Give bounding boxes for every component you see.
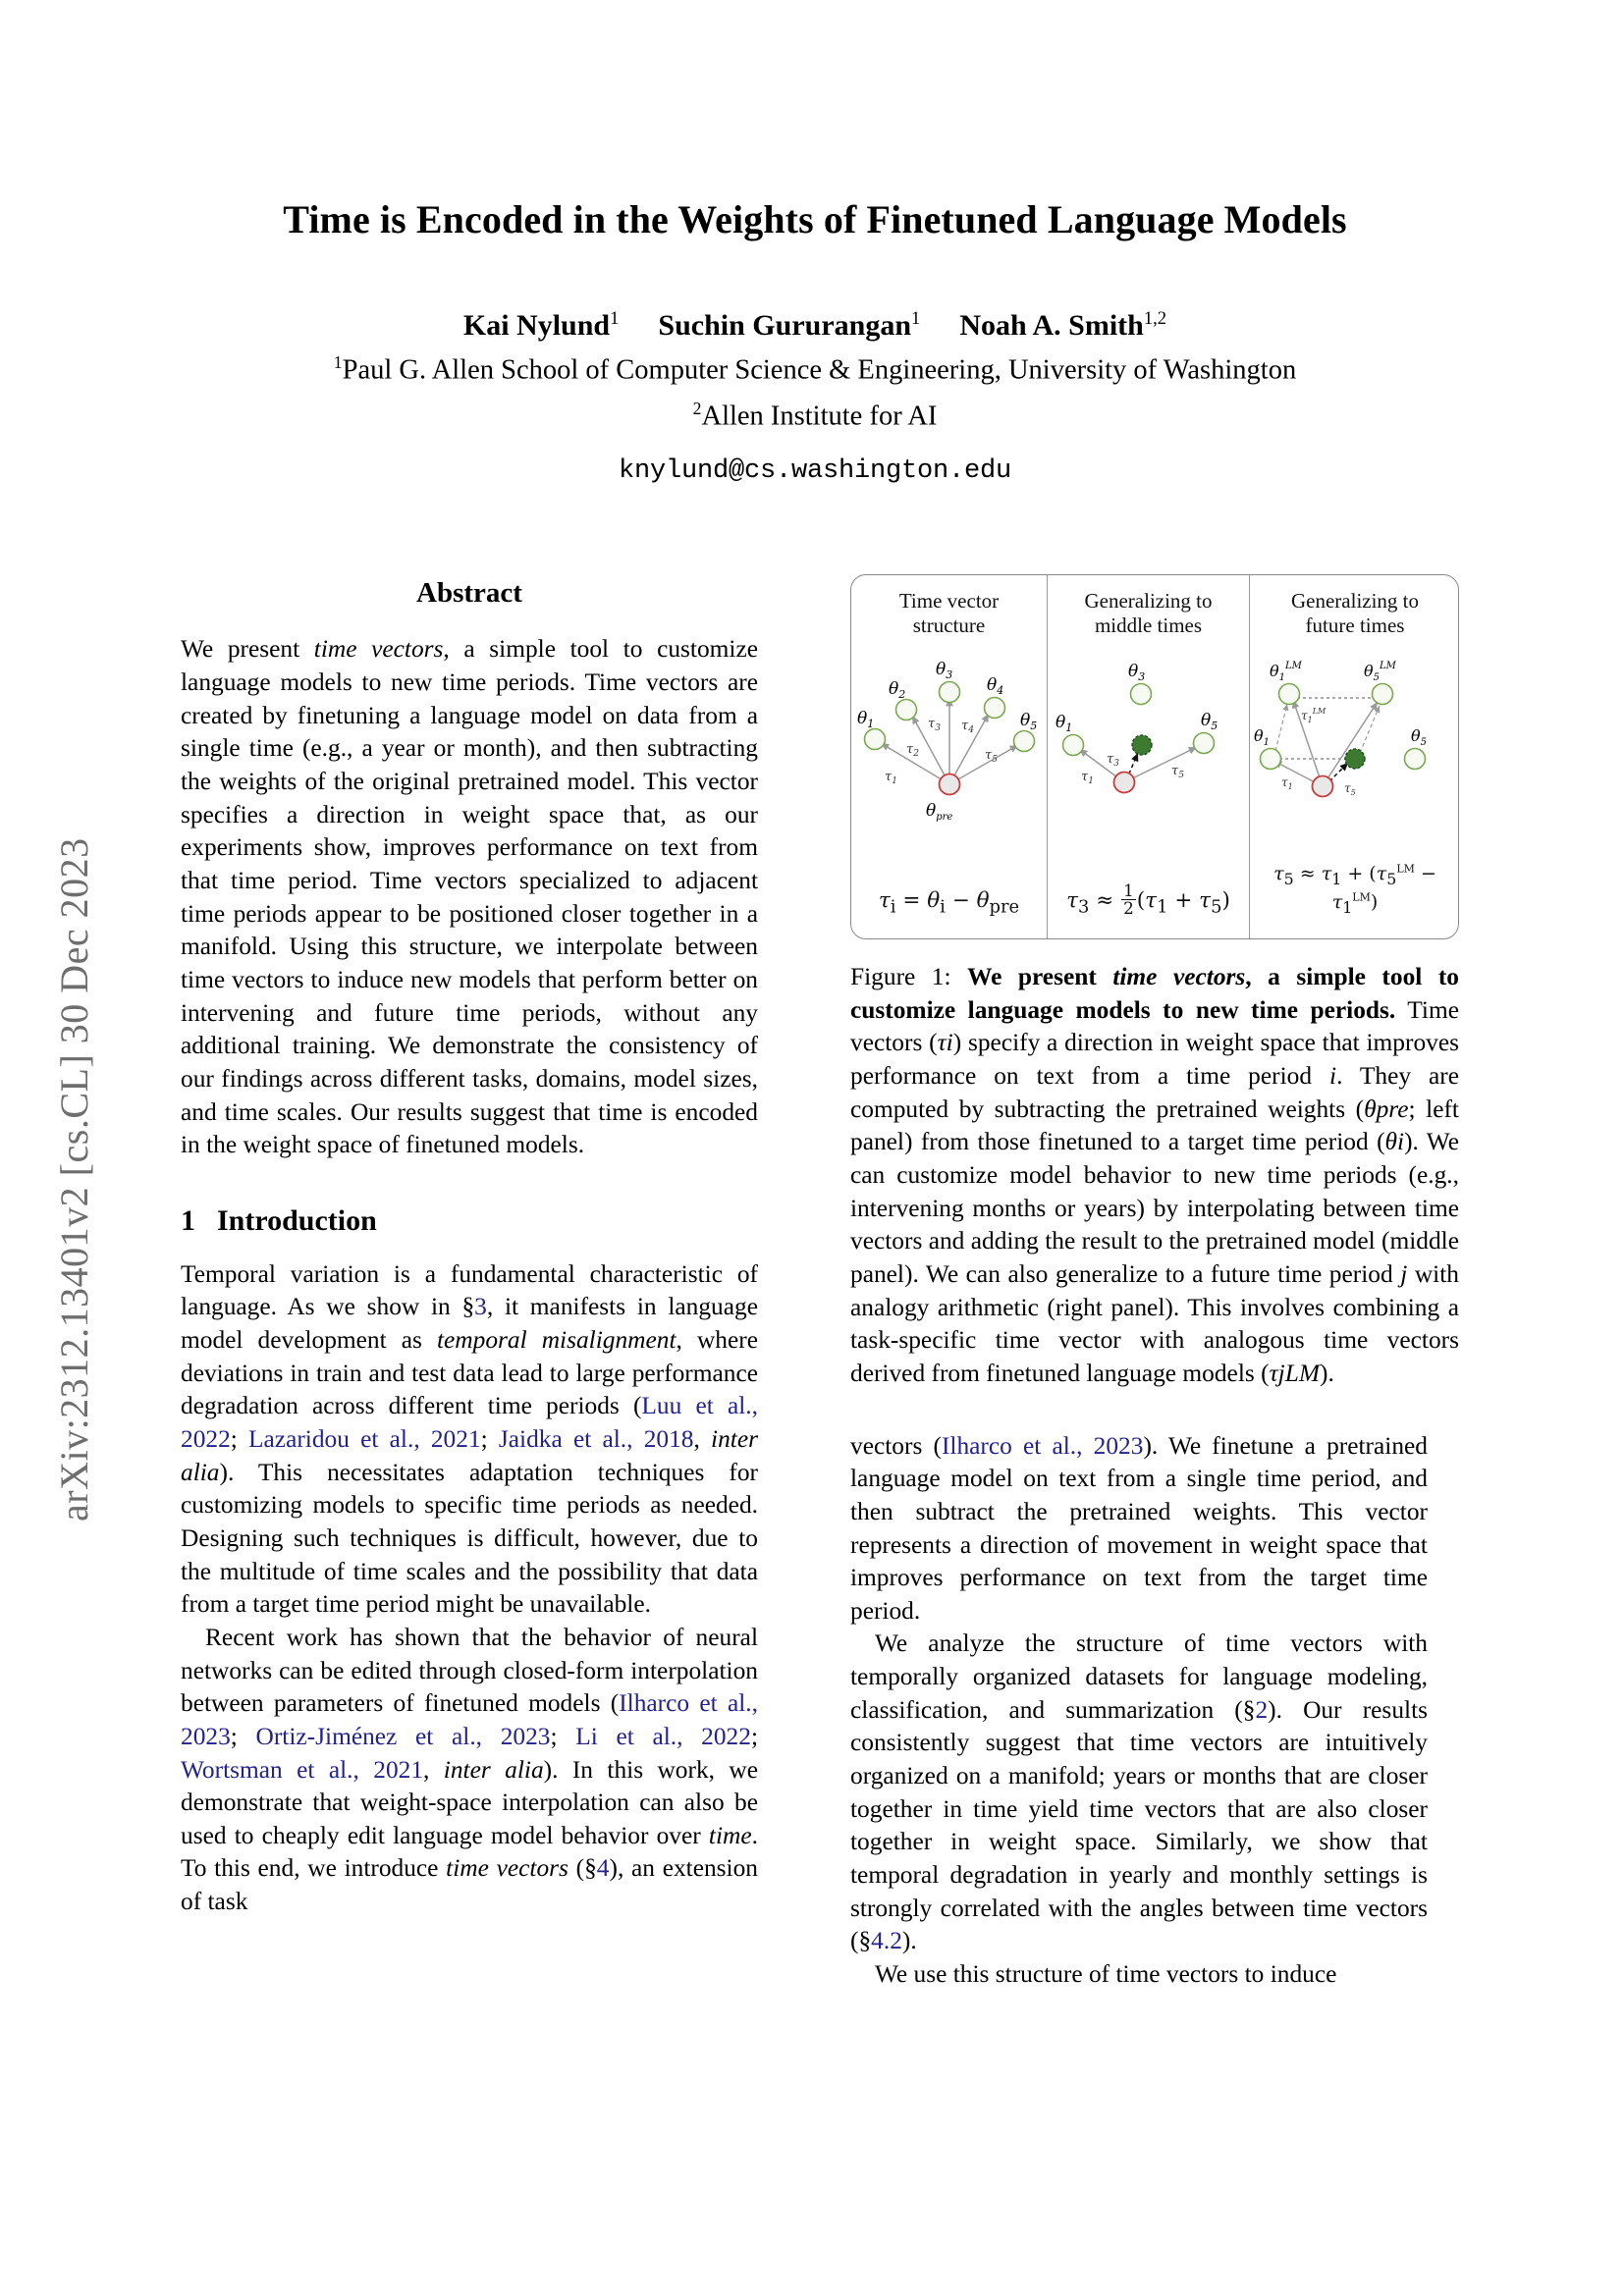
panel-left-title [851,575,1047,637]
citation-jaidka-2018[interactable]: Jaidka et al., 2018 [498,1424,694,1453]
label-theta5: $\theta_5$ [1201,711,1218,733]
label-tau5: $\tau_5$ [1344,781,1356,798]
author-2-affil-marker: 1 [911,308,921,329]
figure-caption-sym-theta-i: θi [1384,1128,1405,1156]
intro-p2-t9: ), an extension of task [181,1854,758,1916]
left-column [181,574,758,1919]
figure-caption-label: Figure 1: [850,963,968,990]
section-heading-introduction [181,1201,758,1241]
affiliation-1 [182,351,1448,389]
intro-p2-t6: ). In this work, we demonstrate that weight-space interpolation can also be used to cheaply edit language model behavior over [181,1755,759,1849]
intro-paragraph-2 [181,1622,758,1919]
label-theta2: $\theta_2$ [889,679,906,702]
author-2 [658,308,920,343]
figure-caption-r6: with analogy arithmetic (right panel). This involves combining a task-specific time vector with analogous time vectors derived from finetuned language models ( [850,1259,1459,1387]
label-tau5: $\tau_5$ [1171,764,1184,781]
label-tau4: $\tau_4$ [961,719,974,736]
right-paragraph-3 [850,1958,1428,1992]
figure-caption-r1: Time vectors ( [850,995,1459,1057]
node-theta1 [865,729,886,750]
intro-p1-t4: ; [230,1424,249,1453]
time-vector-structure-diagram [851,637,1047,831]
label-tau3: $\tau_3$ [1107,752,1119,770]
node-theta1 [1261,749,1281,770]
author-3-affil-marker: 1,2 [1143,308,1167,329]
label-tau5: $\tau_5$ [985,748,998,766]
label-tau1: $\tau_1$ [1081,770,1094,787]
abstract-text-b: , a simple tool to customize language models to new time periods. Time vectors are created by finetuning a language model on data from a single time (e.g., a year or month), and then subtracting the weights of the original pretrained model. This vector specifies a direction in weight space that, as our experiments show, improves performance on text from that time period. Time vectors specialized to adjacent time periods appear to be positioned closer together in a manifold. Using this structure, we interpolate between time vectors to induce new models that perform better on intervening and future time periods, without any additional training. We demonstrate the consistency of our findings across different tasks, domains, model sizes, and time scales. Our results suggest that time is encoded in the weight space of finetuned models. [181,635,759,1159]
figure-caption-sym-i: i [1329,1061,1337,1090]
label-theta1: $\theta_1$ [1254,726,1271,749]
citation-luu-2022[interactable]: Luu et al., 2022 [181,1392,758,1453]
abstract-paragraph [181,633,758,1162]
term-inter-alia-2: inter alia [443,1755,544,1784]
section-ref-4-2[interactable]: 4.2 [871,1927,902,1955]
panel-right-diagram [1250,637,1459,831]
node-theta3 [940,682,960,703]
label-theta4: $\theta_4$ [987,675,1004,698]
panel-middle-diagram [1048,637,1249,831]
term-time: time [708,1821,752,1849]
label-tau3: $\tau_3$ [928,717,941,734]
arxiv-stamp: arXiv:2312.13401v2 [cs.CL] 30 Dec 2023 [52,837,96,1522]
label-tau1: $\tau_1$ [885,770,897,787]
label-tau1-lm: $\tau_1^{LM}$ [1301,707,1326,725]
intro-p1-t3: , where deviations in train and test data lead to large performance degradation across different time periods ( [181,1325,758,1420]
section-ref-3[interactable]: 3 [474,1293,487,1321]
node-theta-pre [940,774,960,795]
figure-caption-bold-a: We present [967,963,1113,990]
node-theta-pre [1114,773,1135,793]
panel-right-formula: $\tau_5 \approx \tau_1 + (\tau_5^{LM} - \tau_1^{LM})$ [1273,863,1436,918]
citation-ilharco-2023-b[interactable]: Ilharco et al., 2023 [941,1431,1144,1460]
node-theta5-lm [1373,684,1393,705]
node-theta1-lm [1279,684,1300,705]
panel-middle-formula: $\tau_3$ ≈ $\frac{1}{2}$ $(\tau_1 + \tau_5)$ [1066,880,1230,918]
abstract-heading: Abstract [416,577,522,609]
author-1-affil-marker: 1 [610,308,620,329]
author-1-name: Kai Nylund [462,309,611,342]
node-theta2 [896,700,917,721]
intro-p2-t3: ; [550,1722,576,1750]
panel-left-title-line2: structure [912,613,986,637]
figure-1 [850,574,1459,1391]
figure-1-caption [850,961,1459,1391]
contact-email[interactable]: knylund@cs.washington.edu [618,455,1012,486]
figure-caption-r4: ; left panel) from those finetuned to a target time period ( [850,1095,1459,1156]
label-theta5: $\theta_5$ [1020,711,1038,733]
citation-ilharco-2023[interactable]: Ilharco et al., 2023 [181,1689,758,1750]
label-theta-pre: $\theta_{pre}$ [926,801,953,824]
intro-p2-t8: (§ [568,1854,597,1883]
rc-p1-t2: ). We finetune a pretrained language model on text from a single time period, and then subtract the pretrained weights. This vector represents a direction of movement in weight space that improves performance on text from the target time period. [850,1431,1428,1625]
panel-right-title-line1: Generalizing to [1290,589,1420,613]
rc-p2-t1: We analyze the structure of time vectors with temporally organized datasets for language modeling, classification, and summarization (§ [850,1629,1428,1724]
intro-p2-t2: ; [230,1722,256,1750]
intro-p1-t2: , it manifests in language model development as [181,1293,758,1354]
figure-caption-term: time vectors [1112,963,1246,990]
node-interpolated [1132,735,1152,755]
label-theta1: $\theta_1$ [857,709,875,731]
right-paragraph-1 [850,1430,1428,1629]
figure-panel-middle [1047,575,1249,938]
intro-paragraph-1 [181,1258,758,1622]
author-2-name: Suchin Gururangan [658,309,912,342]
term-time-vectors-2: time vectors [446,1854,568,1883]
figure-caption-r5: ). We can customize model behavior to new time periods (e.g., intervening months or years) by interpolating between time vectors and adding the result to the pretrained model (middle panel). We can also generalize to a future time period [850,1128,1459,1288]
figure-caption-sym-tau-i: τi [937,1029,953,1057]
panel-left-formula: $\tau_i = \theta_i - \theta_{pre}$ [878,887,1020,918]
author-1 [463,308,620,343]
rc-p2-t2: ). Our results consistently suggest that time vectors are intuitively organized on a manifold; years or months that are closer together in time yield time vectors that are also closer together in weight space. Similarly, we show that temporal degradation in yearly and monthly settings is strongly correlated with the angles between time vectors (§ [850,1695,1428,1955]
node-theta-pre [1313,776,1333,797]
figure-caption-r3: . They are computed by subtracting the pretrained weights ( [850,1061,1460,1123]
citation-li-2022[interactable]: Li et al., 2022 [575,1722,751,1750]
abstract-term-time-vectors: time vectors [313,635,444,664]
node-theta4 [985,698,1005,719]
section-title: Introduction [217,1203,377,1237]
affiliation-2 [182,398,1448,435]
section-ref-4[interactable]: 4 [596,1854,610,1883]
label-theta5-lm: $\theta_5^{LM}$ [1364,661,1396,684]
label-theta1-lm: $\theta_1^{LM}$ [1270,661,1302,684]
figure-caption-r7: ). [1319,1359,1334,1387]
node-theta5 [1405,749,1426,770]
intro-p2-t5: , [423,1755,444,1784]
affiliation-1-text: Paul G. Allen School of Computer Science & Engineering, University of Washington [342,354,1297,386]
node-theta1 [1063,735,1084,756]
abstract-text-a: We present [181,635,314,664]
node-theta5 [1194,733,1215,754]
intro-p1-t7: ). This necessitates adaptation techniques for customizing models to specific time periods as needed. Designing such techniques is difficult, however, due to the multitude of time scales and the possibility that data from a target time period might be unavailable. [181,1458,758,1619]
panel-middle-title-line2: middle times [1094,613,1203,637]
panel-middle-title [1048,575,1249,637]
label-theta5: $\theta_5$ [1411,726,1428,749]
affiliation-1-marker: 1 [333,352,343,372]
future-times-diagram [1250,637,1459,831]
right-column [850,574,1460,1992]
intro-p2-t1: Recent work has shown that the behavior of neural networks can be edited through closed-form interpolation between parameters of finetuned models ( [181,1623,758,1718]
page-title: Time is Encoded in the Weights of Finetuned Language Models [283,197,1347,241]
section-ref-2[interactable]: 2 [1255,1695,1269,1724]
author-3-name: Noah A. Smith [959,309,1144,342]
term-inter-alia-1: inter alia [181,1424,758,1486]
label-tau1: $\tau_1$ [1281,775,1293,792]
label-theta1: $\theta_1$ [1056,713,1073,735]
citation-wortsman-2021[interactable]: Wortsman et al., 2021 [181,1755,424,1784]
panel-left-diagram [851,637,1047,831]
figure-1-image [850,574,1459,939]
label-theta3: $\theta_3$ [936,660,953,682]
intro-p1-t1: Temporal variation is a fundamental characteristic of language. As we show in § [181,1259,758,1321]
rc-p2-t3: ). [901,1927,917,1955]
citation-lazaridou-2021[interactable]: Lazaridou et al., 2021 [248,1424,481,1453]
rc-p1-t1: vectors ( [850,1431,942,1460]
intro-p2-t4: ; [750,1722,758,1750]
section-number: 1 [181,1203,195,1237]
right-column-body [850,1430,1428,1992]
rc-p3-t1: We use this structure of time vectors to induce [875,1960,1337,1989]
panel-middle-title-line1: Generalizing to [1084,589,1213,613]
figure-caption-sym-tau-lm: τjLM [1269,1359,1320,1387]
affiliation-2-text: Allen Institute for AI [701,400,938,432]
authors-row [182,308,1448,343]
panel-right-title-line2: future times [1305,613,1405,637]
panel-left-title-line1: Time vector [898,589,1000,613]
citation-ortiz-jimenez-2023[interactable]: Ortiz-Jiménez et al., 2023 [255,1722,551,1750]
figure-caption-sym-theta-pre: θpre [1364,1095,1409,1123]
middle-times-diagram [1048,637,1249,831]
right-paragraph-2 [850,1628,1428,1958]
node-theta3 [1131,684,1152,705]
affiliation-2-marker: 2 [692,398,702,418]
intro-p2-t7: . To this end, we introduce [181,1821,758,1883]
figure-panel-left [851,575,1047,938]
title-block [182,196,1448,486]
figure-panel-right [1249,575,1459,938]
author-3 [959,308,1166,343]
intro-p1-t6: , [693,1424,712,1453]
figure-caption-r2: ) specify a direction in weight space that improves performance on text from a time period [850,1029,1460,1090]
figure-caption-sym-j: j [1400,1259,1408,1288]
intro-p1-t5: ; [480,1424,499,1453]
label-theta3: $\theta_3$ [1128,662,1146,684]
label-tau2: $\tau_2$ [906,742,919,760]
term-temporal-misalignment: temporal misalignment [436,1325,677,1354]
figure-caption-bold-b: , a simple tool to customize language models to new time periods. [850,963,1459,1024]
node-theta5 [1014,731,1035,752]
node-induced-theta5 [1345,749,1365,769]
panel-right-title [1250,575,1459,637]
